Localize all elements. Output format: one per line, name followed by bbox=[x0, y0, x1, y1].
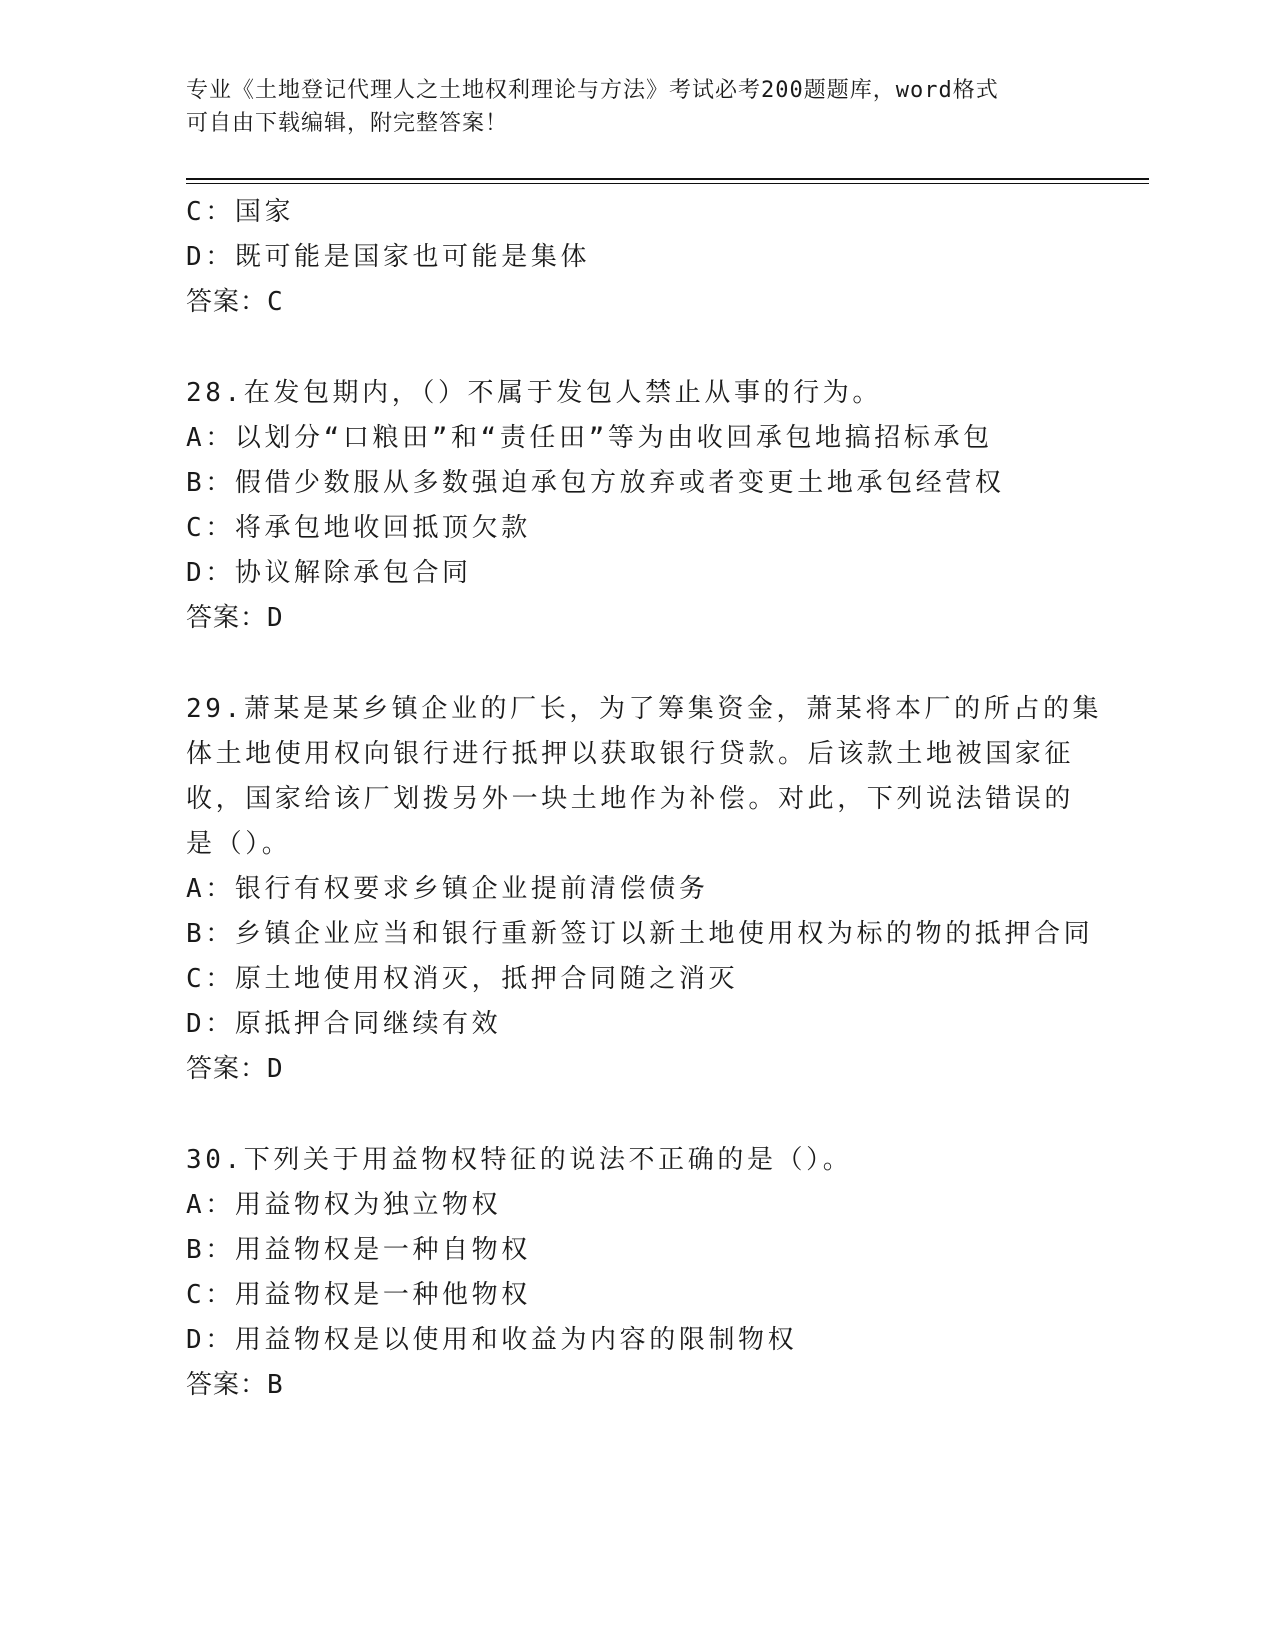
answer: 答案：D bbox=[186, 1054, 284, 1084]
option-c: C：原土地使用权消灭，抵押合同随之消灭 bbox=[186, 964, 739, 994]
header-divider bbox=[186, 178, 1149, 180]
option-c: C：国家 bbox=[186, 197, 295, 227]
option-d: D：协议解除承包合同 bbox=[186, 558, 472, 588]
question-27-tail bbox=[186, 190, 1086, 325]
option-d: D：既可能是国家也可能是集体 bbox=[186, 242, 591, 272]
header-divider-thin bbox=[186, 183, 1149, 184]
option-b: B：乡镇企业应当和银行重新签订以新土地使用权为标的物的抵押合同 bbox=[186, 919, 1094, 949]
question-28 bbox=[186, 371, 1086, 641]
option-c: C：将承包地收回抵顶欠款 bbox=[186, 513, 531, 543]
question-stem-line-1: 29.萧某是某乡镇企业的厂长，为了筹集资金，萧某将本厂的所占的集 bbox=[186, 694, 1103, 724]
question-stem: 30.下列关于用益物权特征的说法不正确的是（）。 bbox=[186, 1145, 853, 1175]
option-c: C：用益物权是一种他物权 bbox=[186, 1280, 531, 1310]
answer: 答案：D bbox=[186, 603, 284, 633]
question-stem-line-2: 体土地使用权向银行进行抵押以获取银行贷款。后该款土地被国家征 bbox=[186, 739, 1075, 769]
option-b: B：假借少数服从多数强迫承包方放弃或者变更土地承包经营权 bbox=[186, 468, 1005, 498]
option-d: D：原抵押合同继续有效 bbox=[186, 1009, 502, 1039]
question-stem-line-4: 是（）。 bbox=[186, 829, 292, 859]
option-b: B：用益物权是一种自物权 bbox=[186, 1235, 531, 1265]
question-stem-line-3: 收，国家给该厂划拨另外一块土地作为补偿。对此，下列说法错误的 bbox=[186, 784, 1075, 814]
question-29 bbox=[186, 687, 1103, 1092]
header-line-1: 专业《土地登记代理人之土地权利理论与方法》考试必考200题题库，word格式 bbox=[186, 78, 999, 103]
header-line-2: 可自由下载编辑，附完整答案！ bbox=[186, 111, 509, 136]
option-a: A：银行有权要求乡镇企业提前清偿债务 bbox=[186, 874, 709, 904]
question-stem: 28.在发包期内，（）不属于发包人禁止从事的行为。 bbox=[186, 378, 882, 408]
document-header bbox=[186, 74, 1086, 140]
option-d: D：用益物权是以使用和收益为内容的限制物权 bbox=[186, 1325, 798, 1355]
answer: 答案：B bbox=[186, 1370, 284, 1400]
option-a: A：用益物权为独立物权 bbox=[186, 1190, 502, 1220]
question-30 bbox=[186, 1138, 1086, 1408]
question-content bbox=[186, 190, 1103, 1408]
answer: 答案：C bbox=[186, 287, 284, 317]
option-a: A：以划分“口粮田”和“责任田”等为由收回承包地搞招标承包 bbox=[186, 423, 993, 453]
